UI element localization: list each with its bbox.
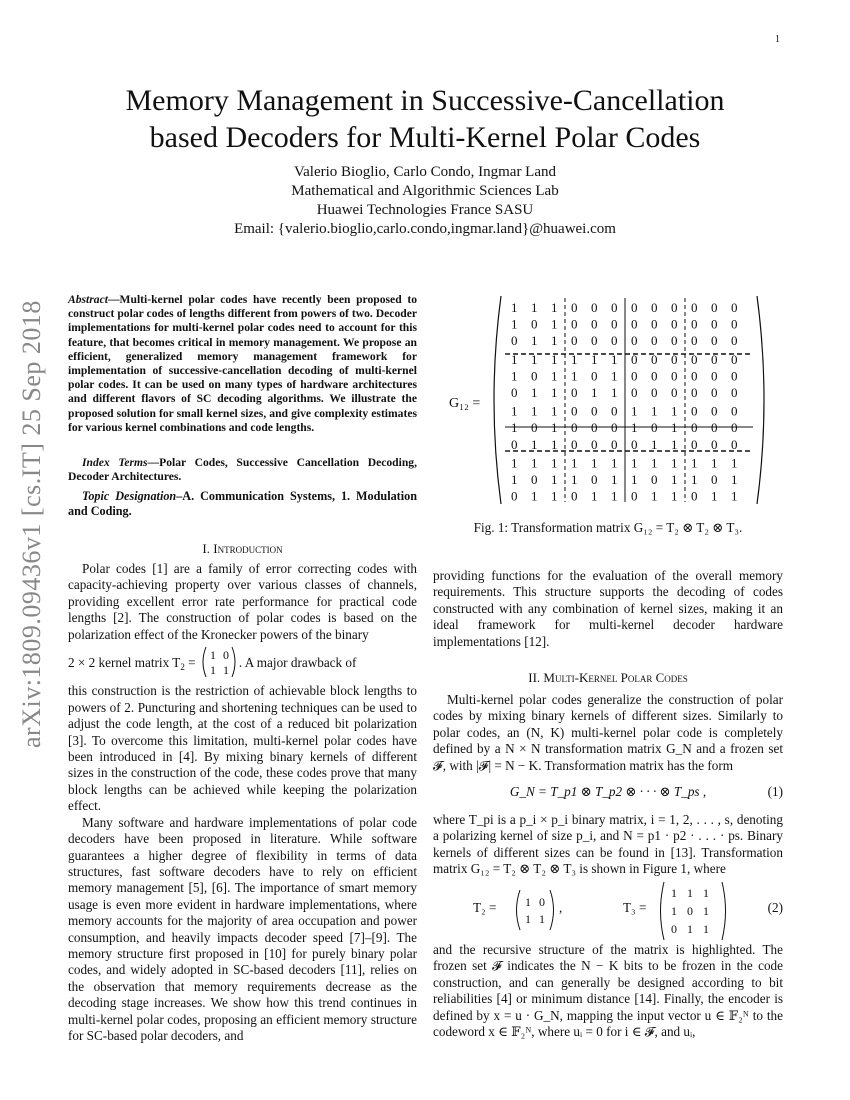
svg-text:1: 1: [671, 904, 677, 918]
svg-text:0: 0: [539, 895, 545, 909]
title-line-1: Memory Management in Successive-Cancellation: [125, 84, 725, 117]
matrix-cell: 0: [531, 420, 538, 436]
eq2-t2-label: T₂ =: [473, 900, 497, 915]
matrix-cell: 1: [591, 351, 598, 367]
matrix-cell: 0: [691, 403, 698, 419]
matrix-cell: 0: [731, 351, 738, 367]
matrix-cell: 0: [711, 420, 718, 436]
matrix-cell: 0: [591, 333, 598, 349]
matrix-cell: 1: [551, 488, 558, 504]
matrix-cell: 1: [631, 472, 638, 487]
matrix-cell: 0: [731, 420, 738, 436]
abstract-text: —Multi-kernel polar codes have recently been proposed to construct polar codes of lengths different from powers of two. Decoder implementations for multi-kernel polar codes need to account for this feature, that becomes critical in memory management. We propose an efficient, generalized memory management framework for implementation of successive-cancellation decoding of multi-kernel polar codes. It can be used on many types of hardware architectures and different flavors of SC decoding algorithms. We illustrate the proposed solution for small kernel sizes, and give complexity estimates for various kernel combinations and code lengths.: [68, 293, 417, 434]
matrix-cell: 1: [531, 488, 538, 504]
matrix-cell: 0: [711, 368, 718, 384]
matrix-cell: 0: [671, 300, 678, 315]
affiliation-lab: Mathematical and Algorithmic Sciences Lab: [291, 183, 559, 199]
matrix-cell: 0: [731, 403, 738, 419]
matrix-cell: 0: [611, 300, 618, 315]
matrix-left-bracket: [494, 296, 501, 504]
matrix-cell: 0: [511, 333, 518, 349]
matrix-cell: 0: [611, 316, 618, 332]
right-text-0: providing functions for the evaluation of the overall memory requirements. This structure supports the decoding of codes constructed with any combination of kernel sizes, making it an ideal framework for multi-kernel decoder hardware implementations [12].: [433, 568, 783, 649]
matrix-cell: 1: [651, 455, 658, 471]
svg-text:1: 1: [703, 886, 709, 900]
matrix-cell: 1: [511, 368, 518, 384]
matrix-cell: 1: [671, 472, 678, 487]
matrix-cell: 0: [691, 333, 698, 349]
matrix-cell: 1: [551, 472, 558, 487]
equation-2-number: (2): [767, 900, 783, 915]
matrix-cell: 1: [551, 455, 558, 471]
svg-text:1: 1: [671, 886, 677, 900]
matrix-cell: 0: [691, 488, 698, 504]
right-text-2: where T_pi is a p_i × p_i binary matrix, i = 1, 2, . . . , s, denoting a polarizing kernel of size p_i, and N = p1 · p2 · . . . · ps. Binary kernels of different sizes can be found in [13]. Transformation matrix G₁₂ = T₂ ⊗ T₂ ⊗ T₃ is shown in Figure 1, where: [433, 812, 783, 877]
right-text-1: Multi-kernel polar codes generalize the construction of polar codes by mixing binary kernels of different sizes. Similarly to polar codes, an (N, K) multi-kernel polar code is completely defined by a N × N transformation matrix G_N and a frozen set 𝓕, with |𝓕| = N − K. Transformation matrix has the form: [433, 692, 783, 773]
matrix-cell: 0: [691, 436, 698, 452]
topic-designation: [68, 489, 417, 519]
matrix-cell: 1: [671, 488, 678, 504]
matrix-cell: 0: [631, 488, 638, 504]
section-heading-introduction: I. Introduction: [202, 541, 283, 556]
matrix-cell: 0: [591, 368, 598, 384]
matrix-cell: 1: [551, 420, 558, 436]
kernel-suffix: . A major drawback of: [238, 655, 357, 671]
svg-text:0: 0: [687, 904, 693, 918]
matrix-cell: 0: [691, 316, 698, 332]
equation-1-number: (1): [767, 784, 783, 799]
figure-1-caption: Fig. 1: Transformation matrix G₁₂ = T₂ ⊗ T₂ ⊗ T₃.: [473, 520, 743, 535]
svg-text:1: 1: [525, 895, 531, 909]
matrix-cell: 0: [571, 436, 578, 452]
matrix-cell: 0: [571, 488, 578, 504]
topic-text: –A. Communication Systems, 1. Modulation and Coding.: [68, 489, 417, 518]
matrix-cell: 0: [591, 420, 598, 436]
matrix-cell: 0: [651, 368, 658, 384]
intro-paragraph-2: Many software and hardware implementations of polar code decoders have been proposed in literature. While software guarantees a higher degree of flexibility in terms of data structures, fast software decoders have to rely on efficient memory management [5], [6]. The importance of smart memory usage is even more evident in hardware implementations, where memory accounts for the majority of area occupation and power consumption, and heavily impacts decoder speed [7]–[9]. The memory structure first proposed in [10] for purely binary polar codes, and widely adopted in SC-based decoders [11], relies on the observation that memory requirements decrease as the decoding stage increases. We show how this trend continues in multi-kernel polar codes, proposing an efficient memory structure for SC-based polar decoders, and: [68, 814, 417, 1043]
svg-text:1: 1: [703, 904, 709, 918]
topic-label: Topic Designation: [82, 489, 177, 503]
eq2-t3-label: T₃ =: [623, 900, 647, 915]
matrix-cell: 0: [711, 403, 718, 419]
title-line-2: based Decoders for Multi-Kernel Polar Codes: [149, 121, 701, 154]
index-terms: [68, 456, 417, 484]
matrix-cell: 1: [551, 300, 558, 315]
matrix-cell: 1: [731, 455, 738, 471]
matrix-cell: 0: [591, 403, 598, 419]
svg-text:1: 1: [222, 663, 229, 678]
matrix-cell: 1: [671, 455, 678, 471]
matrix-cell: 1: [511, 351, 518, 367]
matrix-cell: 1: [511, 403, 518, 419]
email: Email: {valerio.bioglio,carlo.condo,ingmar.land}@huawei.com: [234, 221, 616, 237]
matrix-cell: 0: [731, 300, 738, 315]
matrix-cell: 1: [551, 368, 558, 384]
matrix-cell: 0: [691, 300, 698, 315]
right-paragraph-2: [433, 812, 783, 878]
paper-title: [60, 82, 790, 156]
author-block: [60, 163, 790, 239]
svg-text:1: 1: [209, 648, 216, 663]
right-paragraph-3: [433, 942, 783, 1040]
matrix-cell: 1: [611, 385, 618, 400]
matrix-cell: 0: [711, 385, 718, 400]
matrix-cell: 0: [571, 300, 578, 315]
matrix-cell: 1: [551, 385, 558, 400]
matrix-cell: 1: [511, 300, 518, 315]
abstract: [68, 293, 417, 435]
affiliation-company: Huawei Technologies France SASU: [316, 202, 534, 218]
matrix-cell: 0: [631, 333, 638, 349]
eq2-t3-matrix: [657, 880, 729, 946]
matrix-cell: 0: [651, 333, 658, 349]
matrix-cell: 0: [711, 333, 718, 349]
matrix-cell: 0: [631, 385, 638, 400]
matrix-cell: 0: [611, 403, 618, 419]
matrix-cell: 1: [511, 420, 518, 436]
svg-text:0: 0: [222, 648, 229, 663]
eq2-t2-matrix: [513, 888, 557, 936]
matrix-cell: 1: [571, 351, 578, 367]
matrix-cell: 0: [711, 300, 718, 315]
matrix-cell: 1: [571, 455, 578, 471]
matrix-cell: 0: [731, 385, 738, 400]
svg-text:1: 1: [703, 922, 709, 936]
matrix-cell: 1: [531, 385, 538, 400]
matrix-cell: 1: [691, 455, 698, 471]
matrix-cell: 0: [531, 472, 538, 487]
matrix-cell: 1: [551, 403, 558, 419]
matrix-cell: 0: [591, 300, 598, 315]
matrix-cell: 1: [611, 351, 618, 367]
arxiv-stamp: [10, 270, 50, 750]
svg-text:1: 1: [687, 922, 693, 936]
matrix-cell: 1: [531, 300, 538, 315]
matrix-cell: 0: [591, 436, 598, 452]
matrix-cell: 1: [651, 488, 658, 504]
matrix-cell: 1: [531, 351, 538, 367]
figure-1-matrix: [447, 290, 777, 510]
equation-1: [433, 784, 783, 800]
matrix-cell: 0: [691, 368, 698, 384]
index-terms-label: Index Terms: [82, 456, 148, 469]
matrix-cell: 1: [611, 368, 618, 384]
matrix-cell: 1: [511, 316, 518, 332]
matrix-cell: 0: [591, 316, 598, 332]
page-number: 1: [775, 34, 780, 45]
matrix-cell: 0: [671, 368, 678, 384]
matrix-cell: 1: [631, 455, 638, 471]
matrix-cell: 0: [531, 316, 538, 332]
matrix-cell: 0: [631, 436, 638, 452]
matrix-cell: 1: [671, 436, 678, 452]
intro-kernel-line: 2 × 2 kernel matrix $T_2$ = 1 0 1 1 . A major drawback of: [68, 645, 417, 683]
matrix-cell: 0: [571, 316, 578, 332]
t2-inline-matrix: [199, 645, 239, 683]
matrix-cell: 0: [631, 316, 638, 332]
matrix-cell: 0: [651, 300, 658, 315]
svg-text:0: 0: [671, 922, 677, 936]
matrix-cell: 0: [531, 368, 538, 384]
abstract-label: Abstract: [68, 293, 108, 306]
matrix-cell: 0: [571, 385, 578, 400]
matrix-cell: 0: [711, 316, 718, 332]
matrix-cell: 0: [591, 472, 598, 487]
intro-paragraph-1b: this construction is the restriction of achievable block lengths to powers of 2. Puncturing and shortening techniques can be used to adjust the code length, at the cost of a reduced bit polarization [3]. To overcome this limitation, multi-kernel polar codes have been introduced in [4]. By mixing binary kernels of different sizes in the construction of the code, these codes prove that many block lengths can be achieved while keeping the polarization effect.: [68, 683, 417, 814]
svg-text:1: 1: [687, 886, 693, 900]
matrix-cell: 0: [571, 420, 578, 436]
matrix-cell: 0: [651, 385, 658, 400]
svg-text:1: 1: [209, 663, 216, 678]
matrix-cell: 0: [631, 351, 638, 367]
matrix-cell: 1: [551, 351, 558, 367]
matrix-cell: 1: [731, 472, 738, 487]
equation-2: T₂ = 1 0 1 1 , T₃ = 1 1 1 1 0 1 0 1 1 (2): [433, 880, 783, 942]
index-terms-text: —Polar Codes, Successive Cancellation Decoding, Decoder Architectures.: [68, 456, 417, 484]
matrix-cell: 1: [551, 316, 558, 332]
matrix-cell: 0: [671, 351, 678, 367]
matrix-cell: 1: [591, 455, 598, 471]
matrix-cell: 1: [711, 488, 718, 504]
matrix-cell: 1: [531, 403, 538, 419]
matrix-cell: 0: [671, 316, 678, 332]
matrix-cell: 0: [731, 436, 738, 452]
matrix-cell: 0: [631, 300, 638, 315]
intro-paragraph-1a: Polar codes [1] are a family of error correcting codes with capacity-achieving property over various classes of channels, providing excellent error rate performance for practical code lengths [2]. The construction of polar codes is based on the polarization effect of the Kronecker powers of the binary: [68, 561, 417, 642]
matrix-cell: 1: [731, 488, 738, 504]
matrix-cell: 0: [631, 368, 638, 384]
matrix-cell: 0: [511, 385, 518, 400]
matrix-cell: 0: [731, 368, 738, 384]
arxiv-stamp-text: arXiv:1809.09436v1 [cs.IT] 25 Sep 2018: [17, 300, 46, 748]
kernel-prefix: 2 × 2 kernel matrix T: [68, 655, 181, 671]
matrix-cell: 0: [691, 420, 698, 436]
matrix-cell: 0: [571, 333, 578, 349]
matrix-cell: 1: [611, 472, 618, 487]
matrix-cell: 1: [571, 472, 578, 487]
matrix-cell: 0: [611, 420, 618, 436]
matrix-cell: 1: [651, 436, 658, 452]
matrix-cell: 0: [711, 351, 718, 367]
svg-text:1: 1: [525, 912, 531, 926]
matrix-cell: 1: [691, 472, 698, 487]
matrix-cell: 0: [691, 385, 698, 400]
matrix-cell: 1: [631, 420, 638, 436]
intro-body: [68, 561, 417, 1044]
section-heading-multikernel: II. Multi-Kernel Polar Codes: [528, 670, 688, 685]
matrix-cell: 0: [511, 436, 518, 452]
matrix-cell: 1: [711, 455, 718, 471]
matrix-cell: 1: [531, 436, 538, 452]
right-text-3: and the recursive structure of the matrix is highlighted. The frozen set 𝓕 indicates the N − K bits to be frozen in the code construction, and can generally be designed according to bit reliabilities [4] or minimum distance [14]. Finally, the encoder is defined by x = u · G_N, mapping the input vector u ∈ 𝔽₂ᴺ to the codeword x ∈ 𝔽₂ᴺ, where uᵢ = 0 for i ∈ 𝓕, and uᵢ,: [433, 942, 783, 1040]
matrix-cell: 1: [651, 403, 658, 419]
matrix-cell: 1: [671, 403, 678, 419]
matrix-cell: 0: [731, 316, 738, 332]
svg-text:1: 1: [539, 912, 545, 926]
matrix-cell: 1: [671, 420, 678, 436]
matrix-cell: 0: [611, 436, 618, 452]
right-paragraph-1: [433, 692, 783, 774]
matrix-cell: 0: [651, 420, 658, 436]
matrix-cell: 0: [731, 333, 738, 349]
matrix-cell: 0: [671, 385, 678, 400]
matrix-cell: 1: [531, 455, 538, 471]
matrix-cell: 0: [691, 351, 698, 367]
matrix-cell: 1: [591, 488, 598, 504]
matrix-cell: 0: [651, 351, 658, 367]
matrix-cell: 1: [551, 333, 558, 349]
matrix-cell: 0: [671, 333, 678, 349]
matrix-cell: 0: [651, 316, 658, 332]
matrix-cell: 1: [611, 455, 618, 471]
matrix-cell: 1: [511, 455, 518, 471]
matrix-cell: 1: [551, 436, 558, 452]
authors: Valerio Bioglio, Carlo Condo, Ingmar Land: [293, 164, 557, 180]
matrix-cell: 0: [711, 472, 718, 487]
matrix-cell: 1: [591, 385, 598, 400]
matrix-right-bracket: [757, 296, 764, 504]
matrix-cell: 0: [611, 333, 618, 349]
matrix-cell: 1: [631, 403, 638, 419]
matrix-cell: 1: [511, 472, 518, 487]
matrix-cell: 0: [511, 488, 518, 504]
equation-1-body: G_N = T_p1 ⊗ T_p2 ⊗ · · · ⊗ T_ps ,: [509, 784, 707, 799]
matrix-cell: 0: [571, 403, 578, 419]
matrix-cell: 0: [651, 472, 658, 487]
matrix-cell: 0: [711, 436, 718, 452]
matrix-cell: 1: [571, 368, 578, 384]
matrix-label: G₁₂ =: [449, 396, 481, 411]
matrix-cell: 1: [531, 333, 538, 349]
right-paragraph-0: [433, 568, 783, 650]
matrix-cell: 1: [611, 488, 618, 504]
